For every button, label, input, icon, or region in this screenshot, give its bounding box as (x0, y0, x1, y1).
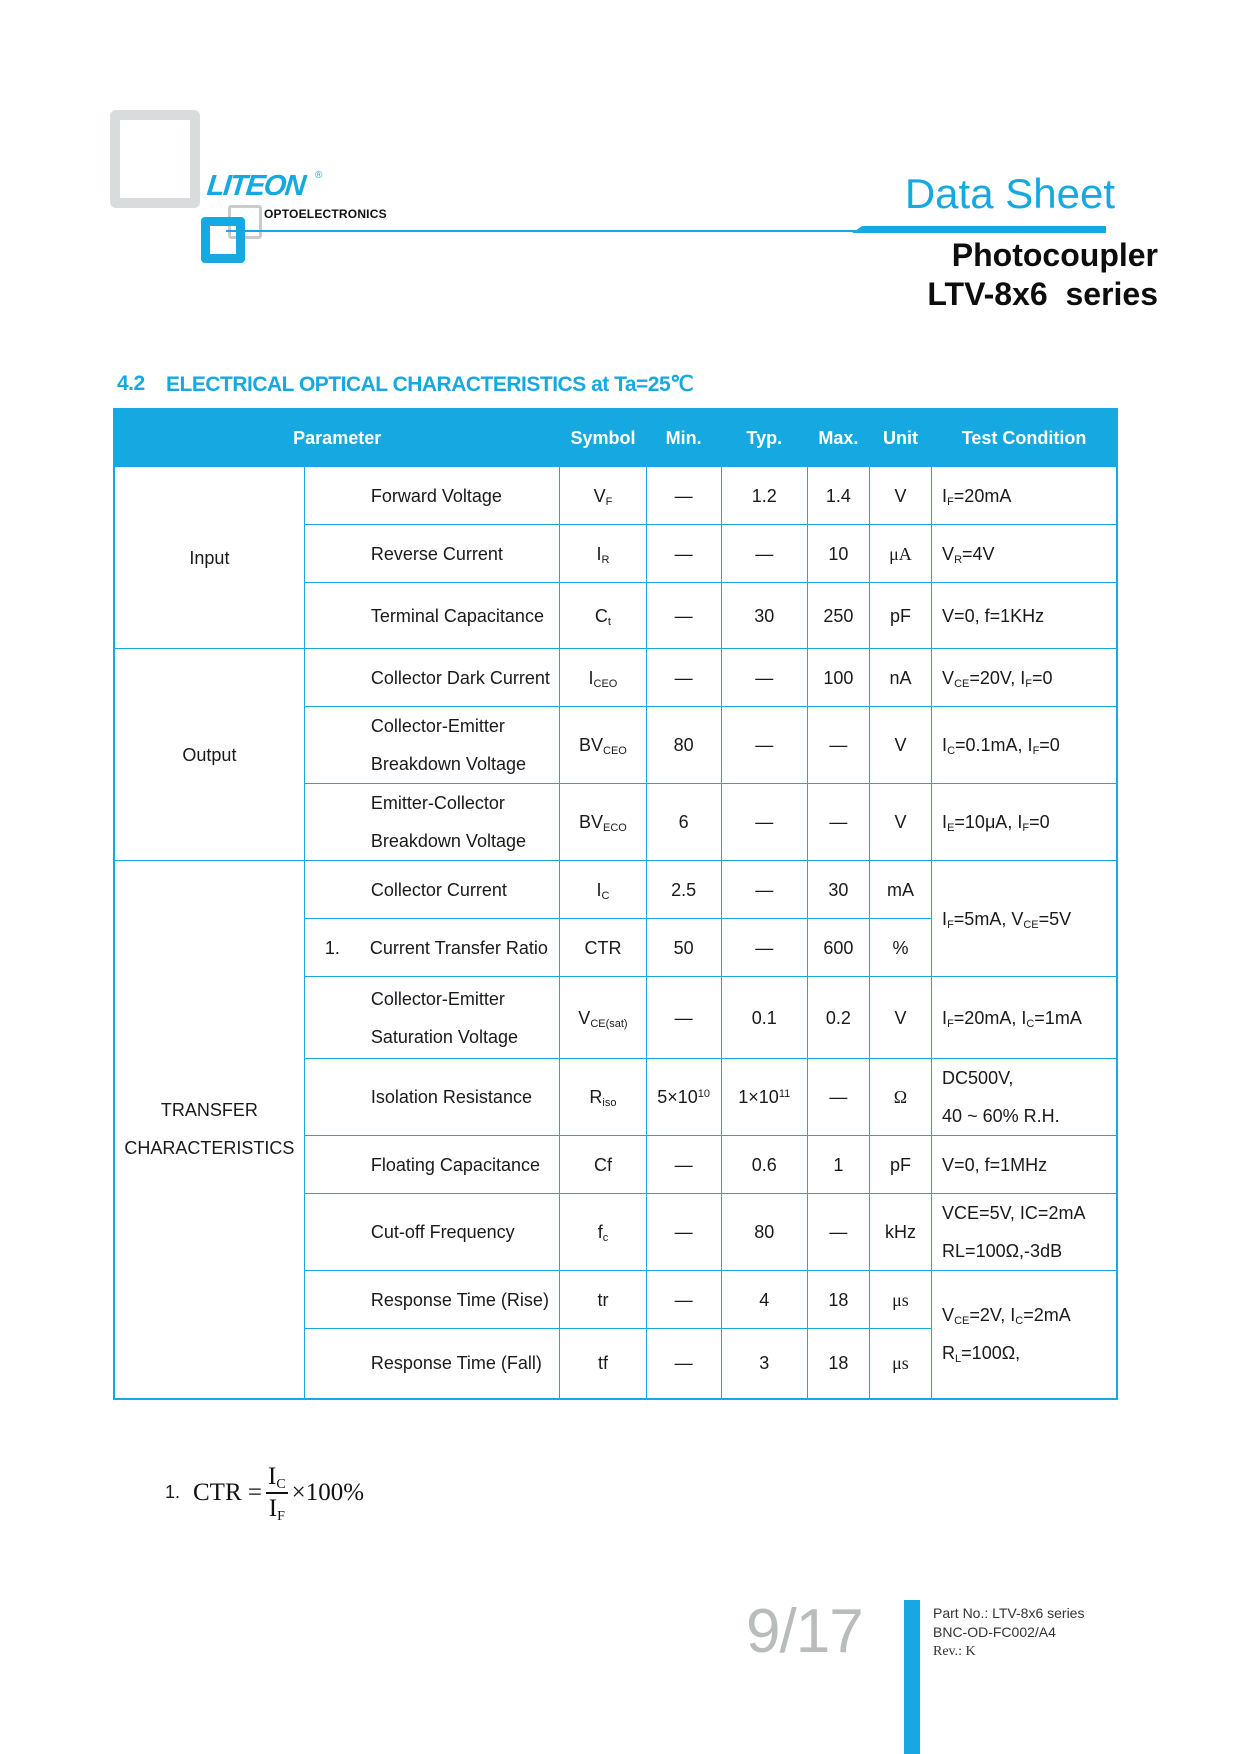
table-row (114, 861, 1117, 919)
unit-cell: μs (869, 1329, 931, 1399)
condition-cell: $V_{CE}=20V$, $I_F=0$ (932, 649, 1117, 707)
table-header-row (114, 409, 1117, 467)
typ-cell: 0.6 (721, 1136, 807, 1194)
unit-cell: μA (869, 525, 931, 583)
condition-cell: $I_F=20mA$ (932, 467, 1117, 525)
characteristics-table (113, 408, 1118, 1400)
typ-cell: — (721, 919, 807, 977)
unit-cell: % (869, 919, 931, 977)
doc-type-title: Data Sheet (904, 170, 1115, 217)
page-number: 9/17 (746, 1597, 863, 1666)
max-cell: 1 (807, 1136, 869, 1194)
min-cell: — (646, 1271, 721, 1329)
col-header-max: Max. (807, 409, 869, 467)
logo-brand-text: LITEON (205, 170, 307, 202)
typ-cell: — (721, 861, 807, 919)
table-row (114, 649, 1117, 707)
unit-cell: pF (869, 1136, 931, 1194)
min-cell: — (646, 525, 721, 583)
condition-cell: $V_R=4V$ (932, 525, 1117, 583)
footnote-ref: 1. (324, 937, 340, 958)
max-cell: 30 (807, 861, 869, 919)
formula-rhs: ×100% (291, 1478, 365, 1506)
max-cell: 10 (807, 525, 869, 583)
min-cell: — (646, 1194, 721, 1271)
min-cell: 80 (646, 707, 721, 784)
typ-cell: — (721, 525, 807, 583)
max-cell: — (807, 784, 869, 861)
col-header-unit: Unit (869, 409, 931, 467)
unit-cell: nA (869, 649, 931, 707)
typ-cell: — (721, 707, 807, 784)
logo-grey-square (110, 110, 200, 208)
min-cell: — (646, 977, 721, 1059)
condition-cell: $I_F=5mA$, $V_{CE}=5V$ (932, 861, 1117, 977)
unit-cell: V (869, 784, 931, 861)
footer-info (933, 1604, 1084, 1661)
unit-cell: mA (869, 861, 931, 919)
footer-revision: Rev.: K (933, 1644, 976, 1659)
typ-cell: 3 (721, 1329, 807, 1399)
param-cell: Forward Voltage (304, 467, 560, 525)
typ-cell: — (721, 649, 807, 707)
unit-cell: Ω (869, 1059, 931, 1136)
condition-cell: DC500V, 40 ~ 60% R.H. (932, 1059, 1117, 1136)
typ-cell: 30 (721, 583, 807, 649)
param-cell: Collector-Emitter Saturation Voltage (304, 977, 560, 1059)
param-cell: Response Time (Rise) (304, 1271, 560, 1329)
max-cell: — (807, 707, 869, 784)
section-title: ELECTRICAL OPTICAL CHARACTERISTICS at Ta=25℃ (166, 373, 694, 396)
max-cell: 0.2 (807, 977, 869, 1059)
product-series: LTV-8x6 series (927, 276, 1158, 312)
ctr-formula (193, 1462, 364, 1524)
product-title: Photocoupler (951, 237, 1158, 273)
max-cell: 100 (807, 649, 869, 707)
footnote-number: 1. (165, 1482, 181, 1502)
param-cell: Response Time (Fall) (304, 1329, 560, 1399)
symbol-cell: $f_c$ (560, 1194, 646, 1271)
logo-subtitle: OPTOELECTRONICS (264, 207, 387, 221)
min-cell: $5\times 10^{10}$ (646, 1059, 721, 1136)
group-transfer: TRANSFER CHARACTERISTICS (114, 861, 304, 1399)
max-cell: 1.4 (807, 467, 869, 525)
condition-cell: VCE=5V, IC=2mA RL=100Ω,-3dB (932, 1194, 1117, 1271)
min-cell: 6 (646, 784, 721, 861)
footer-doc-code: BNC-OD-FC002/A4 (933, 1624, 1056, 1640)
condition-cell: $I_E=10\mu A$, $I_F=0$ (932, 784, 1117, 861)
symbol-cell: CTR (560, 919, 646, 977)
col-header-parameter: Parameter (114, 409, 560, 467)
header-divider-accent (852, 226, 1106, 233)
group-input: Input (114, 467, 304, 649)
formula-denominator: $I_F$ (268, 1494, 285, 1524)
param-cell: Collector Current (304, 861, 560, 919)
condition-cell: $I_C=0.1mA$, $I_F=0$ (932, 707, 1117, 784)
condition-cell: V=0, f=1MHz (932, 1136, 1117, 1194)
col-header-condition: Test Condition (932, 409, 1117, 467)
symbol-cell: $I_{CEO}$ (560, 649, 646, 707)
max-cell: — (807, 1059, 869, 1136)
typ-cell: 1.2 (721, 467, 807, 525)
max-cell: — (807, 1194, 869, 1271)
min-cell: — (646, 467, 721, 525)
min-cell: 50 (646, 919, 721, 977)
unit-cell: pF (869, 583, 931, 649)
symbol-cell: $V_{CE(sat)}$ (560, 977, 646, 1059)
group-output: Output (114, 649, 304, 861)
symbol-cell: $I_C$ (560, 861, 646, 919)
condition-cell: $V_{CE}=2V$, $I_C=2mA$ $R_L=100\Omega$, (932, 1271, 1117, 1399)
section-number: 4.2 (117, 372, 145, 395)
param-cell: Collector Dark Current (304, 649, 560, 707)
max-cell: 18 (807, 1271, 869, 1329)
unit-cell: V (869, 977, 931, 1059)
col-header-typ: Typ. (721, 409, 807, 467)
formula-lhs: CTR = (193, 1478, 262, 1506)
characteristics-table-wrap (113, 408, 1118, 1400)
min-cell: — (646, 1329, 721, 1399)
formula-numerator: $I_C$ (267, 1463, 286, 1492)
min-cell: — (646, 1136, 721, 1194)
typ-cell: 4 (721, 1271, 807, 1329)
min-cell: — (646, 583, 721, 649)
table-row (114, 467, 1117, 525)
unit-cell: V (869, 467, 931, 525)
condition-cell: $I_F=20mA$, $I_C=1mA$ (932, 977, 1117, 1059)
min-cell: 2.5 (646, 861, 721, 919)
param-cell: 1. Current Transfer Ratio (304, 919, 560, 977)
param-cell: Emitter-Collector Breakdown Voltage (304, 784, 560, 861)
formula-fraction (266, 1462, 288, 1524)
param-cell: Collector-Emitter Breakdown Voltage (304, 707, 560, 784)
unit-cell: kHz (869, 1194, 931, 1271)
param-cell: Isolation Resistance (304, 1059, 560, 1136)
param-cell: Terminal Capacitance (304, 583, 560, 649)
min-cell: — (646, 649, 721, 707)
symbol-cell: $C_t$ (560, 583, 646, 649)
typ-cell: 0.1 (721, 977, 807, 1059)
symbol-cell: tf (560, 1329, 646, 1399)
logo-blue-square (201, 217, 245, 263)
typ-cell: — (721, 784, 807, 861)
footer-accent-bar (904, 1600, 920, 1754)
symbol-cell: $BV_{ECO}$ (560, 784, 646, 861)
max-cell: 18 (807, 1329, 869, 1399)
max-cell: 250 (807, 583, 869, 649)
unit-cell: V (869, 707, 931, 784)
col-header-min: Min. (646, 409, 721, 467)
symbol-cell: $BV_{CEO}$ (560, 707, 646, 784)
col-header-symbol: Symbol (560, 409, 646, 467)
symbol-cell: $V_F$ (560, 467, 646, 525)
typ-cell: $1\times 10^{11}$ (721, 1059, 807, 1136)
typ-cell: 80 (721, 1194, 807, 1271)
param-cell: Cut-off Frequency (304, 1194, 560, 1271)
symbol-cell: Cf (560, 1136, 646, 1194)
symbol-cell: $R_{iso}$ (560, 1059, 646, 1136)
max-cell: 600 (807, 919, 869, 977)
param-cell: Floating Capacitance (304, 1136, 560, 1194)
logo-registered-mark: ® (315, 170, 323, 181)
condition-cell: V=0, f=1KHz (932, 583, 1117, 649)
unit-cell: μs (869, 1271, 931, 1329)
symbol-cell: tr (560, 1271, 646, 1329)
symbol-cell: $I_R$ (560, 525, 646, 583)
param-cell: Reverse Current (304, 525, 560, 583)
footer-part-no: Part No.: LTV-8x6 series (933, 1605, 1085, 1621)
